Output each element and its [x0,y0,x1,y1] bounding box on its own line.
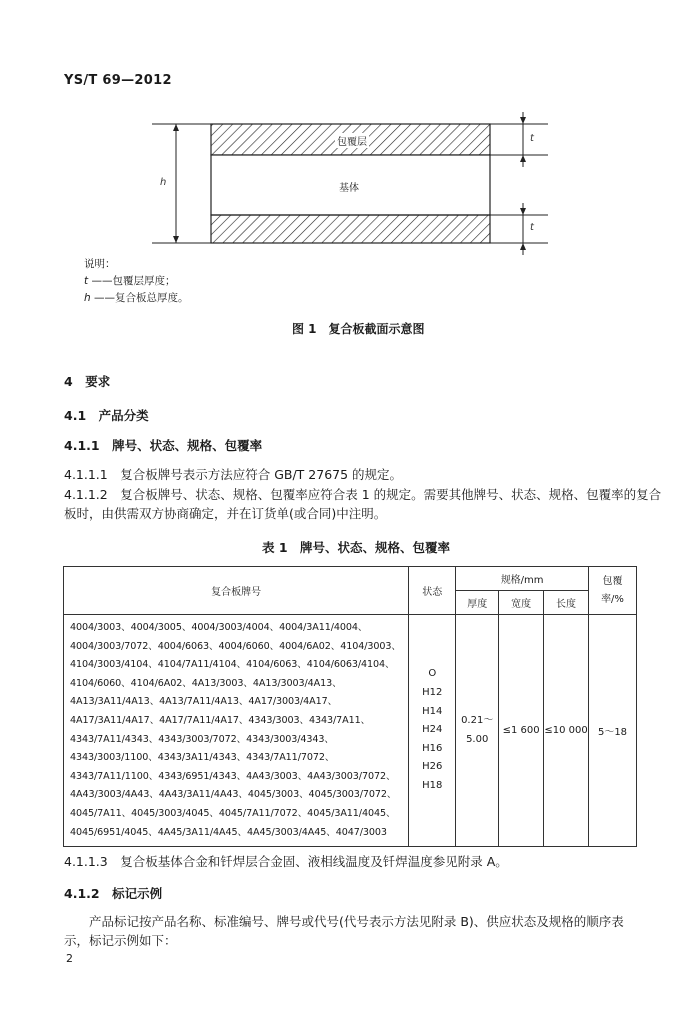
legend-item: t ——包覆层厚度； [84,275,176,287]
brands-cell: 4004/3003、4004/3005、4004/3003/4004、4004/3A11/4004、 4004/3003/7072、4004/6063、4004/6060、4004/6A02、4104/3003、 4104/3003/4104、4104/7A11/4104、4104/6063、4104/6063/4104、 4104/6060、4104/6A02、4A13/3003、4A13/3003/4A13、 4A13/3A11/4A13、4A13/7A11/4A13、4A17/3003/4A17、 4A17/3A11/4A17、4A17/7A11/4A17、4343/3003、4343/7A11、 4343/7A11/4343、4343/3003/7072、4343/3003/4343、 4343/3003/1100、4343/3A11/4343、4343/7A11/7072、 4343/7A11/1100、4343/6951/4343、4A43/3003、4A43/3003/7072、 4A43/3003/4A43、4A43/3A11/4A43、4045/3003、4045/3003/7072、 4045/7A11、4045/3003/4045、4045/7A11/7072、4045/3A11/4045、 4045/6951/4045、4A45/3A11/4A45、4A45/3003/4A45、4047/3003 [64,615,409,847]
header-clad-rate: 包覆 率/% [589,567,637,615]
section-4-1-1-title: 4.1.1 牌号、状态、规格、包覆率 [64,438,263,453]
legend-title: 说明： [84,258,116,270]
clause-4-1-1-2: 4.1.1.2 复合板牌号、状态、规格、包覆率应符合表 1 的规定。需要其他牌号、状态、规格、包覆率的复合 板时，由供需双方协商确定，并在订货单(或合同)中注明。 [64,487,662,521]
standard-code: YS/T 69—2012 [64,73,172,88]
clad-rate-cell: 5～18 [589,615,637,847]
spec-table [63,566,637,847]
header-length: 长度 [544,591,589,615]
header-width: 宽度 [499,591,544,615]
header-temper: 状态 [409,567,456,615]
figure-legend [84,256,189,307]
clause-4-1-1-3: 4.1.1.3 复合板基体合金和钎焊层合金固、液相线温度及钎焊温度参见附录 A。 [64,854,508,869]
bottom-cladding-layer [211,215,490,243]
length-cell: ≤10 000 [544,615,589,847]
legend-item: h ——复合板总厚度。 [84,292,189,304]
t-label-bottom: t [530,222,534,233]
clause-4-1-1-1: 4.1.1.1 复合板牌号表示方法应符合 GB/T 27675 的规定。 [64,467,403,482]
marking-example-paragraph: 产品标记按产品名称、标准编号、牌号或代号(代号表示方法见附录 B)、供应状态及规格的顺序表 示，标记示例如下： [64,914,624,948]
page-number: 2 [66,952,73,965]
table-caption: 表 1 牌号、状态、规格、包覆率 [262,540,451,555]
h-label: h [160,177,167,188]
header-thickness: 厚度 [456,591,499,615]
width-cell: ≤1 600 [499,615,544,847]
header-spec: 规格/mm [456,567,589,591]
section-4-title: 4 要求 [64,374,111,389]
cladding-label: 包覆层 [335,133,369,148]
header-brand: 复合板牌号 [64,567,409,615]
t-label-top: t [530,133,534,144]
figure-caption: 图 1 复合板截面示意图 [292,322,425,336]
thickness-cell: 0.21～ 5.00 [456,615,499,847]
section-4-1-2-title: 4.1.2 标记示例 [64,886,163,901]
base-label: 基体 [339,183,359,194]
section-4-1-title: 4.1 产品分类 [64,408,149,423]
temper-cell: O H12 H14 H24 H16 H26 H18 [409,615,456,847]
